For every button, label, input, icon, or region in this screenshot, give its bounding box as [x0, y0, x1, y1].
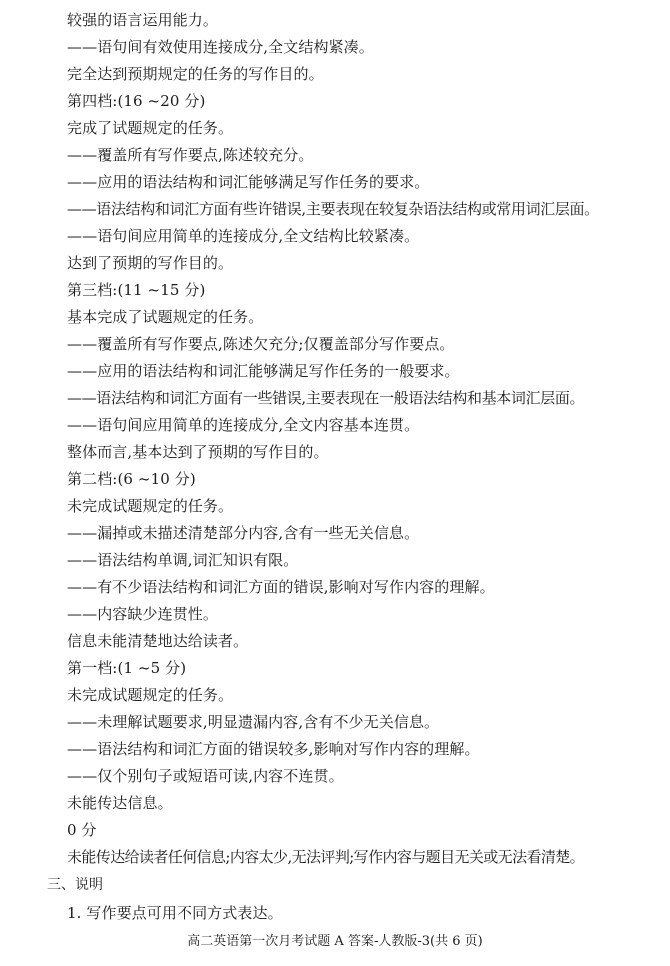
- grade-heading: 第四档:(16 ~20 分): [67, 92, 206, 110]
- text-line: ——有不少语法结构和词汇方面的错误,影响对写作内容的理解。: [67, 578, 495, 596]
- page-footer: 高二英语第一次月考试题 A 答案-人教版-3(共 6 页): [187, 934, 483, 949]
- text-line: ——应用的语法结构和词汇能够满足写作任务的一般要求。: [67, 362, 460, 380]
- text-line: 基本完成了试题规定的任务。: [67, 308, 264, 326]
- text-line: ——语句间应用简单的连接成分,全文结构比较紧凑。: [67, 227, 420, 245]
- text-line: ——未理解试题要求,明显遗漏内容,含有不少无关信息。: [67, 713, 440, 731]
- text-line: ——应用的语法结构和词汇能够满足写作任务的要求。: [67, 173, 430, 191]
- text-line: 完全达到预期规定的任务的写作目的。: [67, 65, 324, 83]
- text-line: ——覆盖所有写作要点,陈述欠充分;仅覆盖部分写作要点。: [67, 335, 455, 353]
- grade-heading: 0 分: [67, 821, 97, 839]
- text-line: ——语句间应用简单的连接成分,全文内容基本连贯。: [67, 416, 420, 434]
- text-line: 整体而言,基本达到了预期的写作目的。: [67, 443, 329, 461]
- text-line: ——语法结构和词汇方面的错误较多,影响对写作内容的理解。: [67, 740, 480, 758]
- text-line: ——语法结构和词汇方面有些许错误,主要表现在较复杂语法结构或常用词汇层面。: [67, 200, 599, 218]
- text-line: ——仅个别句子或短语可读,内容不连贯。: [67, 767, 344, 785]
- text-line: ——语法结构单调,词汇知识有限。: [67, 551, 299, 569]
- text-line: 较强的语言运用能力。: [67, 11, 219, 29]
- text-line: 未完成试题规定的任务。: [67, 686, 234, 704]
- text-line: 未能传达给读者任何信息;内容太少,无法评判;写作内容与题目无关或无法看清楚。: [67, 848, 585, 866]
- note-item: 1. 写作要点可用不同方式表达。: [67, 904, 283, 922]
- text-line: ——覆盖所有写作要点,陈述较充分。: [67, 146, 314, 164]
- text-line: 未完成试题规定的任务。: [67, 497, 234, 515]
- text-line: ——内容缺少连贯性。: [67, 605, 219, 623]
- grade-heading: 第二档:(6 ~10 分): [67, 470, 196, 488]
- text-line: 信息未能清楚地达给读者。: [67, 632, 249, 650]
- grade-heading: 第一档:(1 ~5 分): [67, 659, 187, 677]
- text-line: 完成了试题规定的任务。: [67, 119, 234, 137]
- text-line: ——漏掉或未描述清楚部分内容,含有一些无关信息。: [67, 524, 420, 542]
- text-line: ——语句间有效使用连接成分,全文结构紧凑。: [67, 38, 374, 56]
- section-heading: 三、说明: [47, 877, 103, 893]
- text-line: ——语法结构和词汇方面有一些错误,主要表现在一般语法结构和基本词汇层面。: [67, 389, 585, 407]
- grade-heading: 第三档:(11 ~15 分): [67, 281, 206, 299]
- text-line: 达到了预期的写作目的。: [67, 254, 234, 272]
- text-line: 未能传达信息。: [67, 794, 173, 812]
